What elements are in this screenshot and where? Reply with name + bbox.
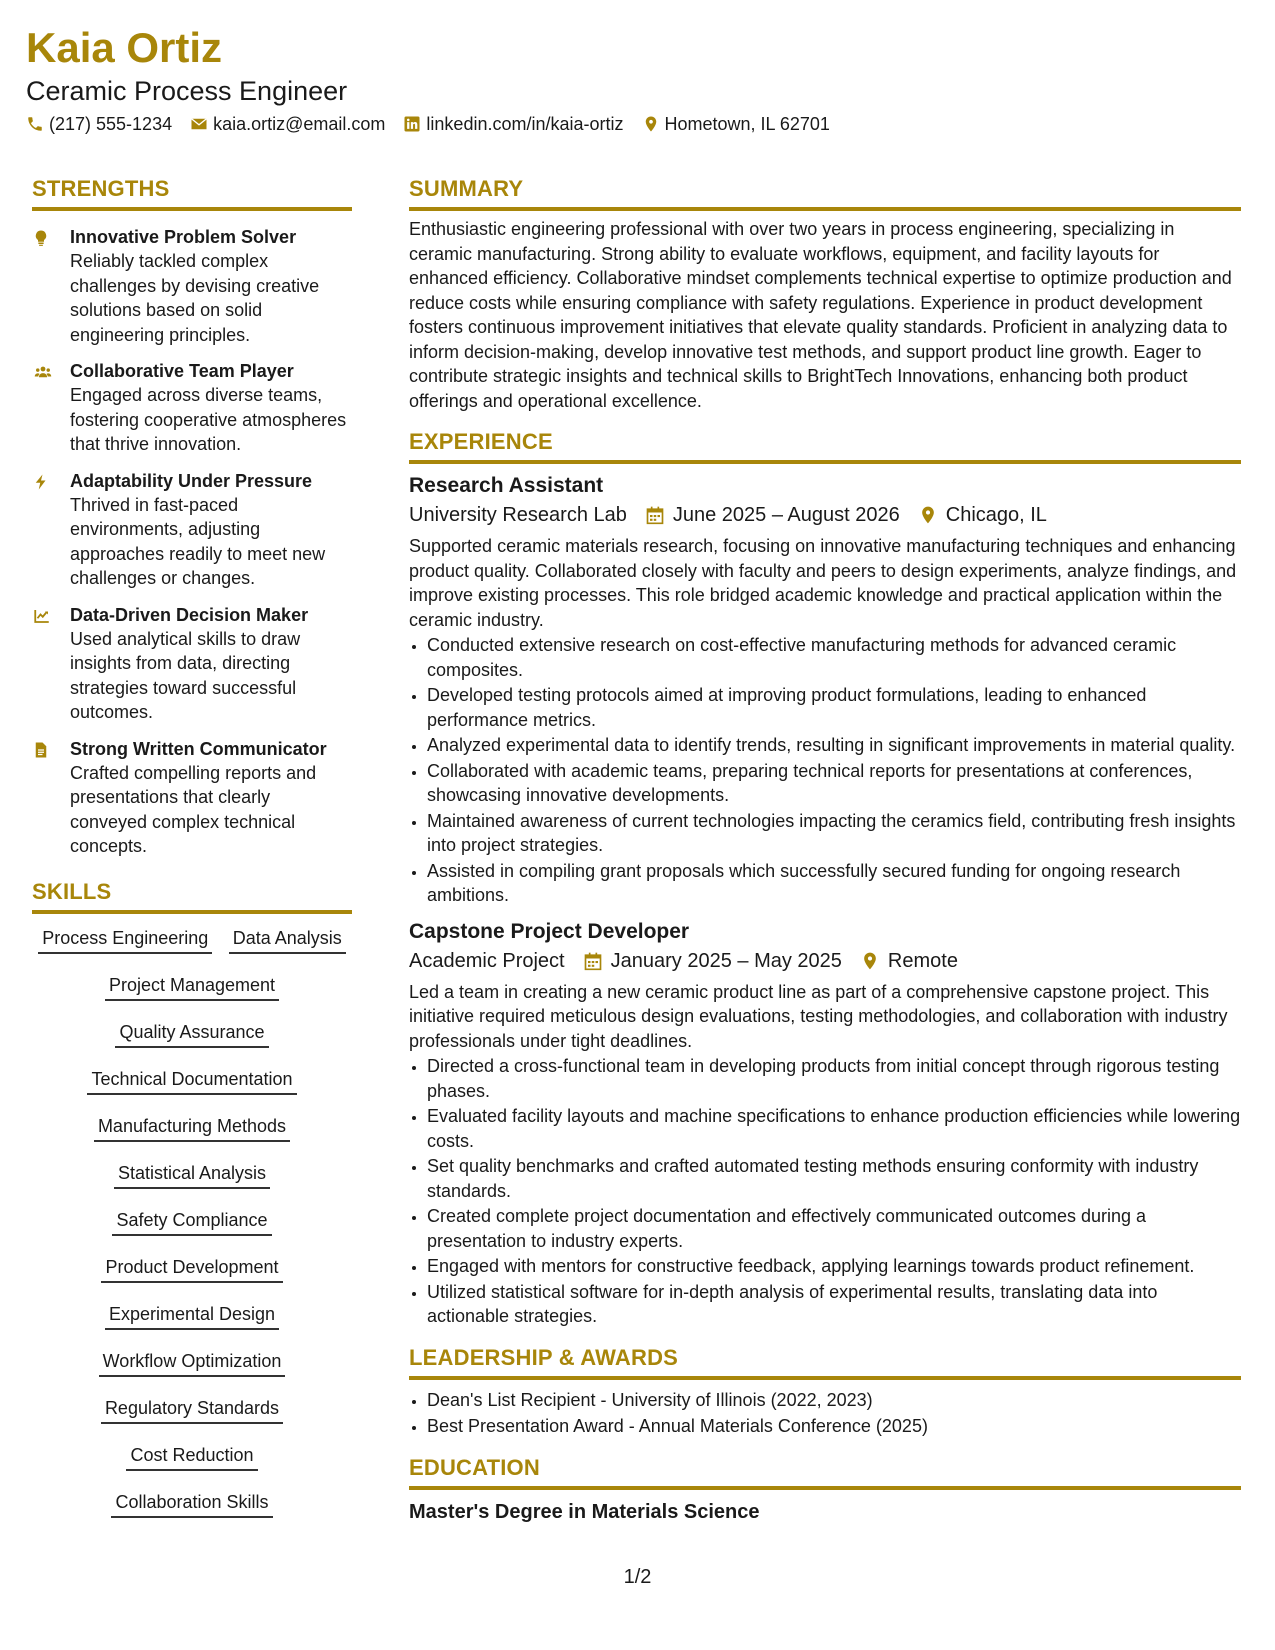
skills-list: [32, 926, 352, 1537]
skill-tag: Quality Assurance: [115, 1020, 268, 1048]
candidate-name: Kaia Ortiz: [26, 24, 223, 71]
strength-item: [32, 469, 352, 591]
contact-bar: [26, 112, 848, 136]
job-bullets: [409, 633, 1241, 908]
job-meta: [409, 500, 1241, 530]
contact-email[interactable]: [190, 112, 385, 136]
summary-text: Enthusiastic engineering professional with over two years in process engineering, specializing in ceramic manufacturing. Strong ability to evaluate workflows, equipment, and facility layouts for enhanced efficiency. Collaborative mindset complements technical expertise to optimize production and reduce costs while ensuring compliance with safety regulations. Experience in product development fosters continuous improvement initiatives that elevate quality standards. Proficient in analyzing data to inform decision-making, develop innovative test methods, and support product line growth. Eager to contribute strategic insights and technical skills to BrightTech Innovations, enhancing both product offerings and operational excellence.: [409, 219, 1232, 411]
skill-tag: Technical Documentation: [87, 1067, 296, 1095]
job-bullet: • Engaged with mentors for constructive feedback, applying learnings towards product refinement.: [427, 1254, 1241, 1279]
job-bullet: • Utilized statistical software for in-depth analysis of experimental results, translating data into actionable strategies.: [427, 1280, 1241, 1329]
strength-item: [32, 225, 352, 347]
job-bullet: • Directed a cross-functional team in developing products from initial concept through rigorous testing phases.: [427, 1054, 1241, 1103]
job-description: Supported ceramic materials research, focusing on innovative manufacturing techniques and enhancing product quality. Collaborated closely with faculty and peers to design experiments, analyze findings, and improve existing processes. This role bridged academic knowledge and practical application within the ceramic industry.: [409, 536, 1237, 630]
right-column: [409, 174, 1241, 1526]
skill-tag: Safety Compliance: [112, 1208, 271, 1236]
strength-title: Adaptability Under Pressure: [70, 470, 313, 491]
strength-desc: Crafted compelling reports and presentations that clearly conveyed complex technical concepts.: [70, 762, 317, 856]
skill-tag: Process Engineering: [38, 926, 212, 954]
page-indicator: 1/2: [623, 1566, 652, 1588]
map-pin-icon: [642, 115, 660, 133]
strength-desc: Used analytical skills to draw insights from data, directing strategies toward successful outcomes.: [70, 628, 301, 722]
education-degree: Master's Degree in Materials Science: [409, 1500, 760, 1523]
skill-tag: Project Management: [105, 973, 279, 1001]
skill-tag: Regulatory Standards: [101, 1396, 283, 1424]
strength-item: [32, 603, 352, 725]
document-icon: [32, 741, 50, 759]
strengths-heading: STRENGTHS: [32, 174, 352, 211]
strength-title: Innovative Problem Solver: [70, 227, 297, 247]
job-org: University Research Lab: [409, 504, 627, 526]
skills-heading: SKILLS: [32, 877, 352, 914]
contact-email-text: kaia.ortiz@email.com: [213, 114, 386, 134]
phone-icon: [26, 115, 44, 133]
job-org: Academic Project: [409, 949, 565, 972]
leadership-heading: LEADERSHIP & AWARDS: [409, 1343, 1241, 1380]
contact-location: [642, 112, 830, 136]
map-pin-icon: [860, 951, 880, 971]
strength-item: [32, 737, 352, 859]
calendar-icon: [583, 951, 603, 971]
job-description: Led a team in creating a new ceramic product line as part of a comprehensive capstone project. This initiative required meticulous design evaluations, testing methodologies, and collaboration with industry professionals under tight deadlines.: [409, 981, 1228, 1051]
skill-tag: Manufacturing Methods: [94, 1114, 290, 1142]
chart-line-icon: [32, 607, 52, 625]
awards-list: [409, 1388, 1241, 1439]
job-title: Capstone Project Developer: [409, 919, 690, 943]
users-icon: [32, 363, 54, 381]
skill-tag: Product Development: [101, 1255, 282, 1283]
experience-section: [409, 427, 1241, 1329]
job-dates: January 2025 – May 2025: [610, 949, 842, 972]
award-item: • Dean's List Recipient - University of Illinois (2022, 2023): [427, 1388, 1241, 1413]
job-bullet: • Collaborated with academic teams, preparing technical reports for presentations at conferences, showcasing innovative developments.: [427, 759, 1241, 808]
job-bullet: • Set quality benchmarks and crafted automated testing methods ensuring conformity with industry standards.: [427, 1154, 1241, 1203]
skill-tag: Data Analysis: [229, 926, 346, 954]
job-bullet: • Created complete project documentation and effectively communicated outcomes during a presentation to industry experts.: [427, 1204, 1241, 1253]
job-bullet: • Assisted in compiling grant proposals which successfully secured funding for ongoing research ambitions.: [427, 859, 1241, 908]
strength-item: [32, 359, 352, 457]
experience-heading: EXPERIENCE: [409, 427, 1241, 464]
skill-tag: Statistical Analysis: [114, 1161, 270, 1189]
left-column: [32, 174, 352, 1537]
strength-desc: Reliably tackled complex challenges by devising creative solutions based on solid engineering principles.: [70, 251, 320, 345]
job-entry: [409, 472, 1241, 908]
strength-desc: Engaged across diverse teams, fostering cooperative atmospheres that thrive innovation.: [70, 385, 347, 454]
strength-desc: Thrived in fast-paced environments, adjusting approaches readily to meet new challenges or changes.: [70, 494, 326, 588]
job-bullet: • Conducted extensive research on cost-effective manufacturing methods for advanced ceramic composites.: [427, 633, 1241, 682]
skill-tag: Collaboration Skills: [111, 1490, 272, 1518]
contact-linkedin-text: linkedin.com/in/kaia-ortiz: [426, 114, 624, 134]
education-section: [409, 1453, 1241, 1526]
calendar-icon: [645, 505, 665, 525]
award-item: • Best Presentation Award - Annual Materials Conference (2025): [427, 1414, 1241, 1439]
summary-heading: SUMMARY: [409, 174, 1241, 211]
lightbulb-icon: [32, 229, 50, 247]
strength-title: Strong Written Communicator: [70, 738, 327, 759]
job-bullet: • Maintained awareness of current technologies impacting the ceramics field, contributing fresh insights into project strategies.: [427, 809, 1241, 858]
strength-title: Data-Driven Decision Maker: [70, 604, 309, 625]
job-location: Remote: [887, 949, 958, 972]
job-bullet: • Analyzed experimental data to identify trends, resulting in significant improvements in material quality.: [427, 733, 1241, 758]
strength-title: Collaborative Team Player: [70, 361, 294, 381]
job-bullets: [409, 1054, 1241, 1329]
job-location: Chicago, IL: [945, 504, 1047, 526]
candidate-role: Ceramic Process Engineer: [26, 76, 348, 106]
leadership-section: [409, 1343, 1241, 1439]
job-meta: [409, 946, 1241, 976]
contact-phone: [26, 112, 172, 136]
job-bullet: • Developed testing protocols aimed at improving product formulations, leading to enhanced performance metrics.: [427, 683, 1241, 732]
contact-location-text: Hometown, IL 62701: [664, 114, 830, 134]
map-pin-icon: [918, 505, 938, 525]
linkedin-icon: [403, 115, 421, 133]
envelope-icon: [190, 115, 208, 133]
skill-tag: Cost Reduction: [126, 1443, 257, 1471]
job-bullet: • Evaluated facility layouts and machine specifications to enhance production efficiencies while lowering costs.: [427, 1104, 1241, 1153]
bolt-icon: [32, 473, 50, 491]
skill-tag: Experimental Design: [105, 1302, 279, 1330]
contact-linkedin[interactable]: [403, 112, 623, 136]
job-dates: June 2025 – August 2026: [672, 504, 900, 526]
education-heading: EDUCATION: [409, 1453, 1241, 1490]
skill-tag: Workflow Optimization: [99, 1349, 286, 1377]
job-title: Research Assistant: [409, 474, 604, 497]
contact-phone-text: (217) 555-1234: [49, 114, 173, 134]
job-entry: [409, 918, 1241, 1329]
